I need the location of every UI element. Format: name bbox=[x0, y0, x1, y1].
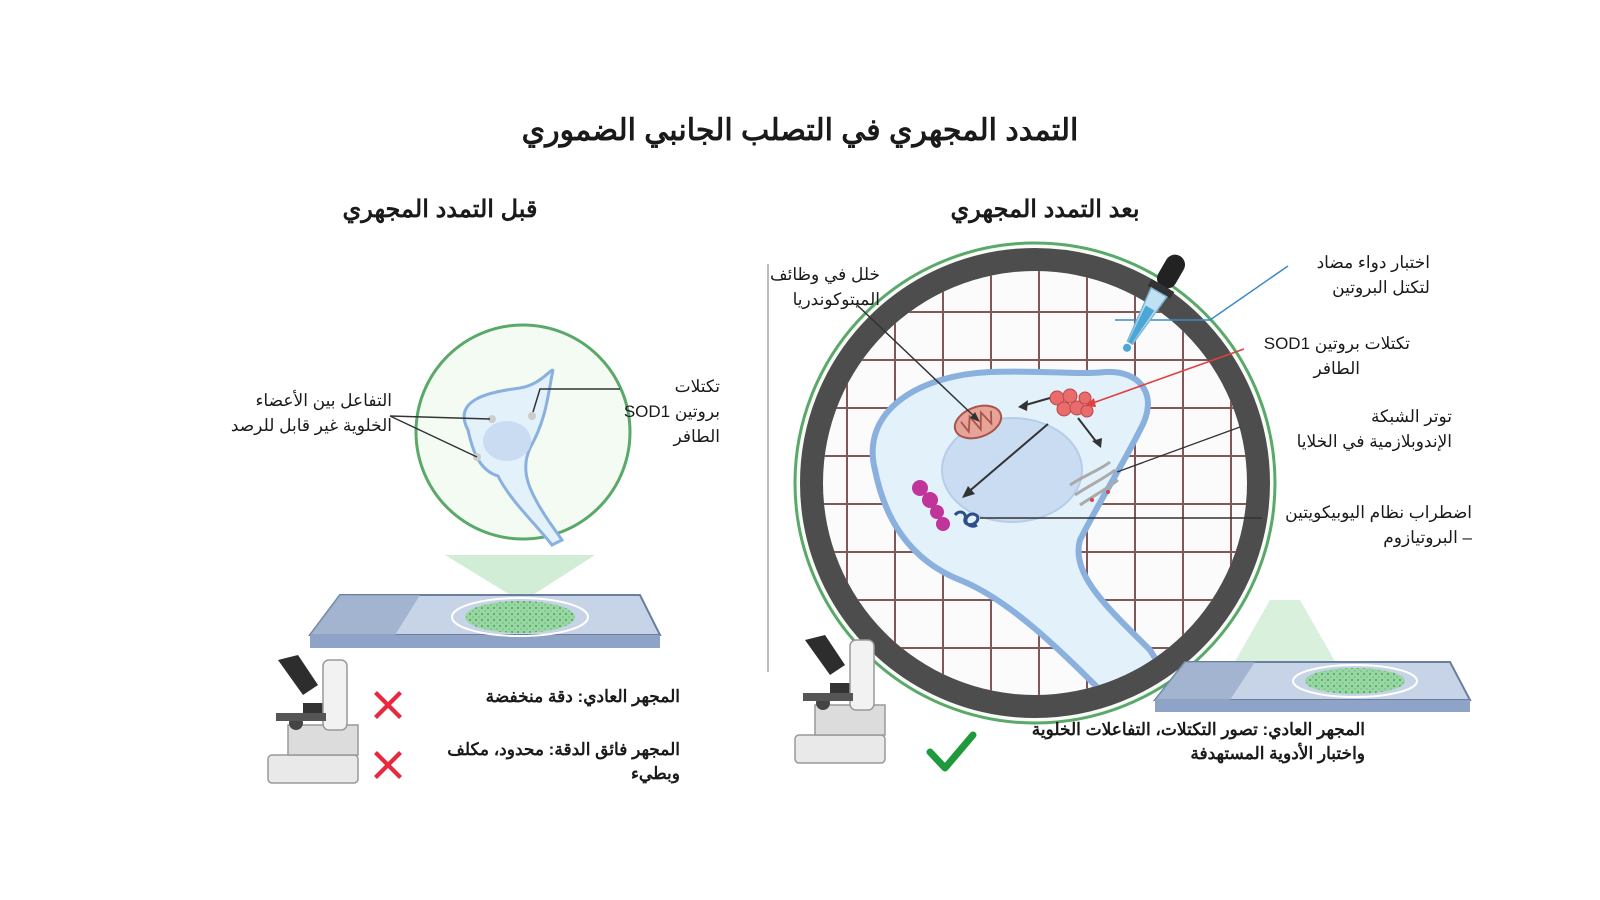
before-slide bbox=[310, 595, 660, 648]
after-zoom bbox=[795, 243, 1340, 723]
label-drug-test: اختبار دواء مضاد لتكتل البروتين bbox=[1316, 253, 1430, 297]
label-sod1-before: تكتلات بروتين SOD1 الطافر bbox=[623, 377, 720, 446]
check-icon bbox=[930, 735, 973, 768]
cross-icon bbox=[374, 691, 402, 719]
label-mitochondria: خلل في وظائف الميتوكوندريا bbox=[769, 265, 880, 309]
result-after: المجهر العادي: تصور التكتلات، التفاعلات الخلوية واختبار الأدوية المستهدفة bbox=[1031, 720, 1365, 763]
microscope-icon bbox=[795, 635, 885, 763]
before-zoom bbox=[390, 325, 630, 602]
label-interaction: التفاعل بين الأعضاء الخلوية غير قابل للرصد bbox=[230, 391, 392, 435]
after-slide bbox=[1155, 662, 1470, 712]
row-super-resolution: المجهر فائق الدقة: محدود، مكلف وبطيء bbox=[447, 740, 680, 783]
label-er-stress: توتر الشبكة الإندوبلازمية في الخلايا bbox=[1296, 407, 1452, 451]
after-heading: بعد التمدد المجهري bbox=[950, 196, 1140, 223]
label-sod1-after: تكتلات بروتين SOD1 الطافر bbox=[1263, 334, 1410, 378]
microscope-icon bbox=[268, 655, 358, 783]
before-heading: قبل التمدد المجهري bbox=[342, 196, 538, 223]
page-title: التمدد المجهري في التصلب الجانبي الضموري bbox=[521, 114, 1079, 147]
cross-icon bbox=[374, 751, 402, 779]
small-nucleus bbox=[483, 421, 531, 461]
label-ups: اضطراب نظام اليوبيكويتين – البروتيازوم bbox=[1285, 503, 1472, 547]
row-conventional: المجهر العادي: دقة منخفضة bbox=[485, 687, 680, 706]
